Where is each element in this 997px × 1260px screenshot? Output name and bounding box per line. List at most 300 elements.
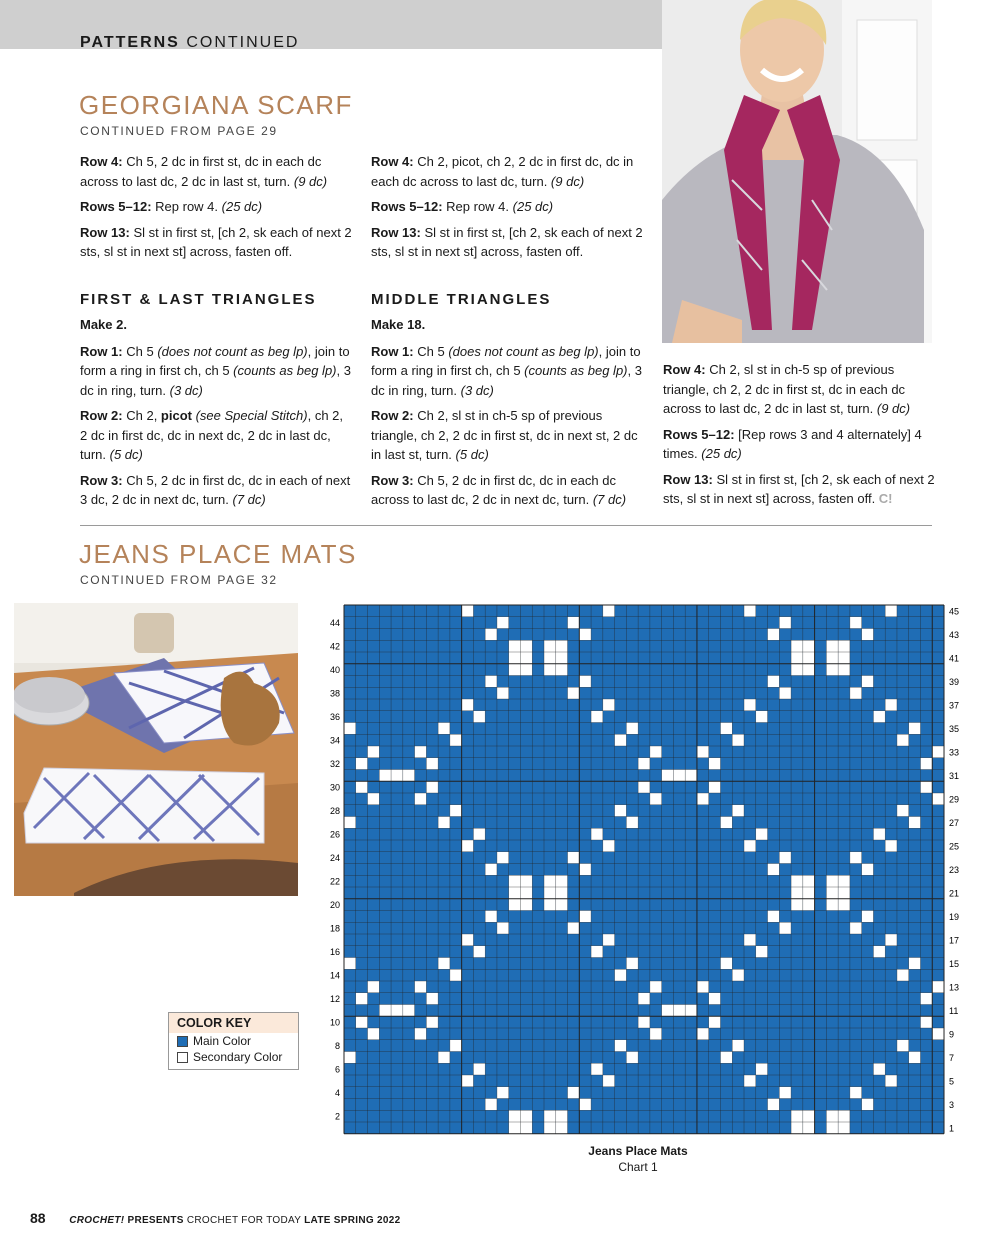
color-key (168, 1012, 299, 1070)
mid-row3: Row 3: Ch 5, 2 dc in first dc, dc in each dc across to last dc, 2 dc in next dc, turn. (7 dc) (371, 472, 627, 507)
chart-cell-secondary (450, 805, 462, 817)
chart-cell-secondary (556, 664, 568, 676)
chart-cell-secondary (709, 1016, 721, 1028)
chart-cell-secondary (697, 746, 709, 758)
row-label-right: 23 (949, 864, 960, 875)
chart-cell-secondary (838, 875, 850, 887)
row-label-right: 1 (949, 1123, 955, 1134)
chart-cell-secondary (897, 734, 909, 746)
chart-cell-secondary (556, 875, 568, 887)
chart-cell-secondary (744, 840, 756, 852)
chart-cell-secondary (791, 640, 803, 652)
chart-cell-secondary (732, 1040, 744, 1052)
fl-row2: Row 2: Ch 2, picot (see Special Stitch), ch 2, 2 dc in first dc, dc in next dc, 2 dc in last dc, turn. (5 dc) (80, 408, 344, 462)
chart-cell-secondary (356, 993, 368, 1005)
chart-cell-secondary (685, 1005, 697, 1017)
chart-cell-secondary (626, 817, 638, 829)
middle-make: Make 18. (371, 317, 426, 332)
row-label-right: 13 (949, 982, 960, 993)
chart-cell-secondary (768, 911, 780, 923)
chart-cell-secondary (520, 664, 532, 676)
chart-cell-secondary (744, 1075, 756, 1087)
chart-cell-secondary (368, 793, 380, 805)
chart-cell-secondary (497, 922, 509, 934)
row-label-left: 22 (329, 876, 340, 887)
chart-cell-secondary (779, 1087, 791, 1099)
scarf-c2-row13: Row 13: Sl st in first st, [ch 2, sk each of next 2 sts, sl st in next st] across, fasten off. (371, 224, 643, 259)
chart-cell-secondary (697, 981, 709, 993)
chart-cell-secondary (756, 828, 768, 840)
chart-cell-secondary (626, 1052, 638, 1064)
chart-cell-secondary (697, 793, 709, 805)
chart-cell-secondary (720, 958, 732, 970)
page-footer: 88 CROCHET! PRESENTS CROCHET FOR TODAY LATE SPRING 2022 (30, 1210, 401, 1226)
chart-cell-secondary (568, 922, 580, 934)
row-label-left: 24 (329, 853, 340, 864)
chart-cell-secondary (579, 676, 591, 688)
chart-cell-secondary (791, 1122, 803, 1134)
chart-cell-secondary (568, 687, 580, 699)
chart-cell-secondary (756, 946, 768, 958)
chart-cell-secondary (556, 640, 568, 652)
chart-cell-secondary (862, 1099, 874, 1111)
secondary-color-swatch (177, 1052, 188, 1063)
row-label-left: 32 (329, 759, 340, 770)
chart-cell-secondary (850, 1087, 862, 1099)
row-label-right: 37 (949, 700, 960, 711)
chart-cell-secondary (838, 652, 850, 664)
chart-cell-secondary (803, 899, 815, 911)
chart-cell-secondary (897, 805, 909, 817)
chart-cell-secondary (673, 770, 685, 782)
chart-cell-secondary (520, 1110, 532, 1122)
scarf-c1-rows5-12: Rows 5–12: Rep row 4. (25 dc) (80, 199, 263, 214)
row-label-left: 18 (329, 923, 340, 934)
chart-cell-secondary (909, 1052, 921, 1064)
chart-cell-secondary (826, 875, 838, 887)
chart-cell-secondary (497, 617, 509, 629)
row-label-left: 38 (329, 688, 340, 699)
chart-cell-secondary (697, 1028, 709, 1040)
chart-cell-secondary (462, 934, 474, 946)
row-label-right: 15 (949, 958, 960, 969)
chart-cell-secondary (509, 887, 521, 899)
row-label-right: 39 (949, 676, 960, 687)
chart-cell-secondary (732, 969, 744, 981)
chart-cell-secondary (344, 1052, 356, 1064)
chart-cell-secondary (862, 629, 874, 641)
chart-cell-secondary (603, 840, 615, 852)
row-label-left: 36 (329, 712, 340, 723)
chart-cell-secondary (438, 817, 450, 829)
chart-cell-secondary (838, 1110, 850, 1122)
chart-cell-secondary (838, 1122, 850, 1134)
chart-cell-secondary (791, 887, 803, 899)
placemats-subtitle: CONTINUED FROM PAGE 32 (80, 573, 278, 587)
chart-cell-secondary (520, 652, 532, 664)
chart-cell-secondary (626, 958, 638, 970)
scarf-c3-row13: Row 13: Sl st in first st, [ch 2, sk each of next 2 sts, sl st in next st] across, fasten off. C! (663, 471, 935, 506)
chart-cell-secondary (450, 969, 462, 981)
chart-cell-secondary (591, 711, 603, 723)
chart-cell-secondary (603, 1075, 615, 1087)
chart-cell-secondary (826, 652, 838, 664)
chart-cell-secondary (909, 723, 921, 735)
chart-cell-secondary (615, 734, 627, 746)
row-label-right: 41 (949, 653, 960, 664)
chart-cell-secondary (779, 922, 791, 934)
chart-cell-secondary (662, 1005, 674, 1017)
chart-cell-secondary (579, 629, 591, 641)
page-number: 88 (30, 1210, 46, 1226)
chart-cell-secondary (873, 1063, 885, 1075)
chart-cell-secondary (768, 1099, 780, 1111)
first-last-heading: FIRST & LAST TRIANGLES (80, 290, 317, 308)
chart-cell-secondary (920, 1016, 932, 1028)
chart-cell-secondary (544, 1110, 556, 1122)
chart-cell-secondary (673, 1005, 685, 1017)
chart-cell-secondary (909, 817, 921, 829)
chart-cell-secondary (544, 887, 556, 899)
chart-cell-secondary (509, 640, 521, 652)
chart-cell-secondary (626, 723, 638, 735)
color-key-title: COLOR KEY (169, 1013, 298, 1033)
chart-cell-secondary (720, 723, 732, 735)
chart-cell-secondary (885, 1075, 897, 1087)
chart-cell-secondary (485, 629, 497, 641)
chart-cell-secondary (462, 699, 474, 711)
fl-row3: Row 3: Ch 5, 2 dc in first dc, dc in each of next 3 dc, 2 dc in next dc, turn. (7 dc) (80, 472, 351, 507)
chart-cell-secondary (509, 1122, 521, 1134)
chart-cell-secondary (850, 852, 862, 864)
chart-cell-secondary (850, 617, 862, 629)
chart-cell-secondary (356, 781, 368, 793)
chart-cell-secondary (462, 1075, 474, 1087)
chart-cell-secondary (732, 805, 744, 817)
chart-cell-secondary (779, 852, 791, 864)
chart-cell-secondary (403, 770, 415, 782)
chart-cell-secondary (520, 640, 532, 652)
scarf-col-1 (80, 152, 352, 516)
row-label-left: 16 (329, 947, 340, 958)
chart-cell-secondary (638, 781, 650, 793)
chart-cell-secondary (885, 605, 897, 617)
chart-cell-secondary (356, 1016, 368, 1028)
chart-cell-secondary (791, 664, 803, 676)
chart-cell-secondary (803, 887, 815, 899)
chart-cell-secondary (932, 746, 944, 758)
chart-cell-secondary (426, 1016, 438, 1028)
chart-cell-secondary (638, 1016, 650, 1028)
row-label-left: 4 (334, 1088, 340, 1099)
chart-cell-secondary (544, 664, 556, 676)
chart-cell-secondary (485, 676, 497, 688)
chart-cell-secondary (544, 1122, 556, 1134)
chart-cell-secondary (838, 887, 850, 899)
chart-cell-secondary (368, 981, 380, 993)
chart-cell-secondary (356, 758, 368, 770)
chart-cell-secondary (426, 758, 438, 770)
chart-cell-secondary (497, 852, 509, 864)
end-mark: C! (878, 491, 893, 506)
chart-cell-secondary (520, 1122, 532, 1134)
scarf-title: GEORGIANA SCARF (79, 90, 353, 120)
chart-cell-secondary (838, 640, 850, 652)
chart-cell-secondary (732, 734, 744, 746)
row-label-left: 28 (329, 806, 340, 817)
chart-cell-secondary (391, 770, 403, 782)
chart-cell-secondary (779, 617, 791, 629)
row-label-left: 20 (329, 900, 340, 911)
row-label-left: 30 (329, 782, 340, 793)
chart-cell-secondary (650, 1028, 662, 1040)
main-color-swatch (177, 1036, 188, 1047)
chart-cell-secondary (368, 746, 380, 758)
scarf-col-3 (663, 360, 935, 515)
chart-cell-secondary (556, 899, 568, 911)
chart-cell-secondary (826, 1110, 838, 1122)
chart-cell-secondary (885, 699, 897, 711)
chart-cell-secondary (709, 993, 721, 1005)
chart-cell-secondary (520, 899, 532, 911)
chart-cell-secondary (650, 746, 662, 758)
chart-cell-secondary (603, 605, 615, 617)
chart-cell-secondary (568, 1087, 580, 1099)
chart-cell-secondary (450, 1040, 462, 1052)
chart-cell-secondary (779, 687, 791, 699)
chart-cell-secondary (873, 946, 885, 958)
chart-cell-secondary (791, 899, 803, 911)
row-label-right: 19 (949, 911, 960, 922)
chart-cell-secondary (720, 1052, 732, 1064)
chart-cell-secondary (791, 1110, 803, 1122)
chart-cell-secondary (862, 676, 874, 688)
chart-cell-secondary (685, 770, 697, 782)
chart-cell-secondary (662, 770, 674, 782)
chart-cell-secondary (415, 746, 427, 758)
chart-cell-secondary (579, 911, 591, 923)
chart-cell-secondary (920, 781, 932, 793)
row-label-left: 6 (334, 1064, 340, 1075)
chart-cell-secondary (897, 1040, 909, 1052)
chart-cell-secondary (509, 1110, 521, 1122)
chart-cell-secondary (544, 875, 556, 887)
chart-cell-secondary (744, 934, 756, 946)
chart-cell-secondary (826, 1122, 838, 1134)
middle-heading: MIDDLE TRIANGLES (371, 290, 552, 308)
row-label-left: 34 (329, 735, 340, 746)
chart-cell-secondary (462, 840, 474, 852)
chart-cell-secondary (791, 652, 803, 664)
chart-cell-secondary (344, 958, 356, 970)
row-label-right: 29 (949, 794, 960, 805)
chart-cell-secondary (509, 899, 521, 911)
chart-cell-secondary (709, 758, 721, 770)
section-header: PATTERNS CONTINUED (80, 34, 300, 51)
section-divider (80, 525, 932, 526)
scarf-subtitle: CONTINUED FROM PAGE 29 (80, 124, 278, 138)
chart-cell-secondary (485, 1099, 497, 1111)
chart-cell-secondary (791, 875, 803, 887)
row-label-right: 25 (949, 841, 960, 852)
chart-cell-secondary (838, 664, 850, 676)
chart-cell-secondary (615, 1040, 627, 1052)
chart-cell-secondary (615, 969, 627, 981)
chart-cell-secondary (473, 946, 485, 958)
chart-cell-secondary (344, 723, 356, 735)
scarf-c1-row13: Row 13: Sl st in first st, [ch 2, sk each of next 2 sts, sl st in next st] across, fasten off. (80, 224, 352, 259)
row-label-right: 27 (949, 817, 960, 828)
chart-cell-secondary (838, 899, 850, 911)
chart-cell-secondary (415, 981, 427, 993)
chart-cell-secondary (403, 1005, 415, 1017)
chart-cell-secondary (556, 1122, 568, 1134)
scarf-c3-rows5-12: Rows 5–12: [Rep rows 3 and 4 alternately] 4 times. (25 dc) (663, 426, 922, 461)
chart-cell-secondary (803, 1122, 815, 1134)
mid-row1: Row 1: Ch 5 (does not count as beg lp), join to form a ring in first ch, ch 5 (counts as beg lp), 3 dc in ring, turn. (3 dc) (371, 343, 642, 398)
row-label-left: 10 (329, 1017, 340, 1028)
chart-cell-secondary (603, 934, 615, 946)
chart-cell-secondary (650, 981, 662, 993)
chart-cell-secondary (803, 664, 815, 676)
chart-cell-secondary (556, 1110, 568, 1122)
scarf-c2-rows5-12: Rows 5–12: Rep row 4. (25 dc) (371, 199, 554, 214)
first-last-make: Make 2. (80, 317, 127, 332)
chart-cell-secondary (803, 652, 815, 664)
chart-cell-secondary (544, 899, 556, 911)
row-label-left: 44 (329, 618, 340, 629)
row-label-right: 21 (949, 888, 960, 899)
chart-cell-secondary (485, 864, 497, 876)
chart-cell-secondary (756, 1063, 768, 1075)
row-label-left: 12 (329, 994, 340, 1005)
placemat-chart (320, 600, 960, 1140)
chart-cell-secondary (650, 793, 662, 805)
chart-cell-secondary (744, 605, 756, 617)
row-label-left: 8 (334, 1041, 340, 1052)
chart-cell-secondary (873, 828, 885, 840)
chart-cell-secondary (379, 770, 391, 782)
chart-cell-secondary (603, 699, 615, 711)
chart-cell-secondary (473, 1063, 485, 1075)
row-label-right: 5 (949, 1076, 955, 1087)
chart-cell-secondary (873, 711, 885, 723)
chart-cell-secondary (885, 934, 897, 946)
chart-cell-secondary (826, 899, 838, 911)
chart-cell-secondary (885, 840, 897, 852)
chart-cell-secondary (579, 864, 591, 876)
chart-cell-secondary (850, 922, 862, 934)
row-label-right: 33 (949, 747, 960, 758)
chart-cell-secondary (379, 1005, 391, 1017)
chart-cell-secondary (862, 911, 874, 923)
chart-cell-secondary (485, 911, 497, 923)
color-key-main: Main Color (169, 1033, 298, 1049)
chart-cell-secondary (391, 1005, 403, 1017)
chart-cell-secondary (556, 652, 568, 664)
chart-cell-secondary (426, 781, 438, 793)
chart-cell-secondary (803, 1110, 815, 1122)
chart-cell-secondary (826, 664, 838, 676)
chart-cell-secondary (497, 687, 509, 699)
color-key-secondary: Secondary Color (169, 1049, 298, 1065)
row-label-left: 14 (329, 970, 340, 981)
row-label-left: 26 (329, 829, 340, 840)
chart-subtitle: Chart 1 (618, 1160, 658, 1174)
chart-cell-secondary (768, 676, 780, 688)
scarf-model-photo (662, 0, 932, 343)
row-label-right: 17 (949, 935, 960, 946)
mid-row2: Row 2: Ch 2, sl st in ch-5 sp of previous triangle, ch 2, 2 dc in first st, dc in next st, 2 dc in last st, turn. (5 dc) (371, 408, 638, 462)
chart-cell-secondary (897, 969, 909, 981)
row-label-right: 45 (949, 606, 960, 617)
row-label-right: 9 (949, 1029, 955, 1040)
chart-cell-secondary (473, 711, 485, 723)
chart-cell-secondary (426, 993, 438, 1005)
chart-cell-secondary (450, 734, 462, 746)
scarf-c3-row4: Row 4: Ch 2, sl st in ch-5 sp of previous triangle, ch 2, 2 dc in first st, dc in each dc across to last dc, 2 dc in last st, turn. (9 dc) (663, 362, 911, 416)
chart-cell-secondary (591, 946, 603, 958)
chart-cell-secondary (415, 1028, 427, 1040)
chart-cell-secondary (544, 652, 556, 664)
chart-cell-secondary (862, 864, 874, 876)
chart-cell-secondary (579, 1099, 591, 1111)
chart-cell-secondary (509, 875, 521, 887)
chart-cell-secondary (591, 828, 603, 840)
fl-row1: Row 1: Ch 5 (does not count as beg lp), join to form a ring in first ch, ch 5 (counts as beg lp), 3 dc in ring, turn. (3 dc) (80, 343, 351, 398)
placemats-title: JEANS PLACE MATS (79, 539, 357, 569)
chart-cell-secondary (509, 664, 521, 676)
chart-cell-secondary (344, 817, 356, 829)
chart-cell-secondary (638, 993, 650, 1005)
chart-cell-secondary (415, 793, 427, 805)
chart-cell-secondary (462, 605, 474, 617)
chart-cell-secondary (438, 723, 450, 735)
chart-cell-secondary (920, 758, 932, 770)
chart-cell-secondary (826, 887, 838, 899)
chart-cell-secondary (756, 711, 768, 723)
chart-cell-secondary (520, 875, 532, 887)
chart-title: Jeans Place Mats (588, 1144, 688, 1158)
chart-cell-secondary (768, 629, 780, 641)
chart-cell-secondary (638, 758, 650, 770)
chart-cell-secondary (768, 864, 780, 876)
row-label-right: 7 (949, 1052, 955, 1063)
chart-cell-secondary (803, 875, 815, 887)
row-label-right: 35 (949, 723, 960, 734)
chart-cell-secondary (568, 852, 580, 864)
chart-cell-secondary (509, 652, 521, 664)
chart-cell-secondary (368, 1028, 380, 1040)
chart-cell-secondary (720, 817, 732, 829)
chart-cell-secondary (556, 887, 568, 899)
chart-cells (344, 605, 944, 1134)
chart-cell-secondary (932, 793, 944, 805)
row-label-left: 42 (329, 641, 340, 652)
chart-cell-secondary (920, 993, 932, 1005)
chart-cell-secondary (709, 781, 721, 793)
chart-cell-secondary (438, 958, 450, 970)
chart-cell-secondary (544, 640, 556, 652)
scarf-col-2 (371, 152, 643, 516)
row-label-right: 3 (949, 1099, 955, 1110)
chart-cell-secondary (520, 887, 532, 899)
chart-cell-secondary (932, 981, 944, 993)
chart-cell-secondary (615, 805, 627, 817)
placemats-photo (14, 603, 298, 896)
chart-cell-secondary (909, 958, 921, 970)
chart-cell-secondary (850, 687, 862, 699)
